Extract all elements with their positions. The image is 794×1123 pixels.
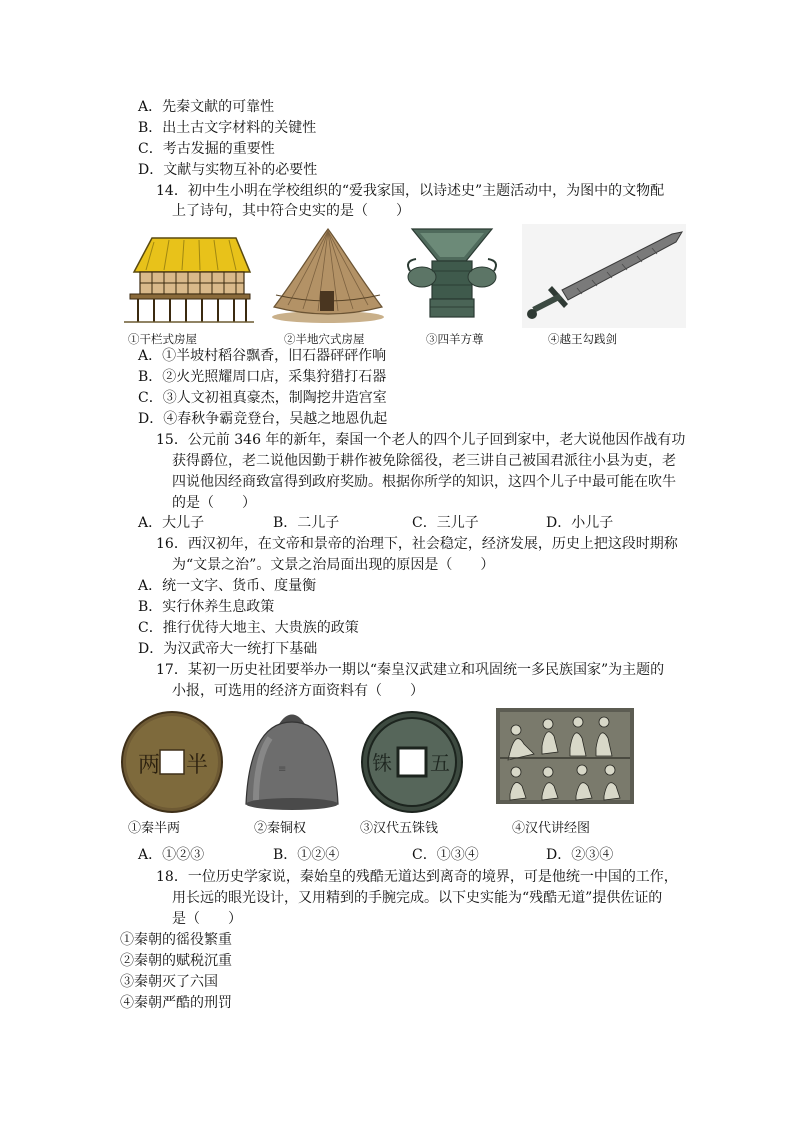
q14-stem-line1: 14．初中生小明在学校组织的“爱我家国，以诗述史”主题活动中，为图中的文物配 [156, 183, 665, 199]
q16-option-c: C．推行优待大地主、大贵族的政策 [138, 620, 359, 636]
pit-house-image [268, 225, 388, 325]
q17-stem-line1: 17．某初一历史社团要举办一期以“秦皇汉武建立和巩固统一多民族国家”为主题的 [156, 662, 665, 678]
q17-option-c: C．①③④ [412, 847, 479, 863]
goujian-sword-image [522, 224, 686, 328]
coin3-char-right: 五 [430, 751, 450, 775]
qin-bronze-weight-image [240, 708, 344, 814]
q16-stem-line1: 16．西汉初年，在文帝和景帝的治理下，社会稳定，经济发展，历史上把这段时期称 [156, 536, 678, 552]
stilt-house-image [124, 230, 254, 326]
q13-option-b: B．出土古文字材料的关键性 [138, 120, 317, 136]
q15-option-b: B．二儿子 [273, 515, 340, 531]
q17-option-a: A．①②③ [138, 847, 205, 863]
q16-stem-line2: 为“文景之治”。文景之治局面出现的原因是（ ） [172, 557, 495, 573]
q18-item-2: ②秦朝的赋税沉重 [120, 953, 232, 969]
han-lecture-rubbing-image [496, 708, 634, 804]
q17-option-d: D．②③④ [546, 847, 614, 863]
q13-option-d: D．文献与实物互补的必要性 [138, 162, 318, 178]
q18-item-1: ①秦朝的徭役繁重 [120, 932, 232, 948]
q18-stem-line2: 用长远的眼光设计，又用精到的手腕完成。以下史实能为“残酷无道”提供佐证的 [172, 890, 663, 906]
qin-banliang-image [120, 710, 224, 814]
q17-caption-3: ③汉代五铢钱 [360, 821, 439, 836]
q14-stem-line2: 上了诗句，其中符合史实的是（ ） [172, 203, 410, 219]
q15-stem-line2: 获得爵位，老二说他因勤于耕作被免除徭役，老三讲自己被国君派往小县为吏，老 [172, 453, 676, 469]
q15-stem-line3: 四说他因经商致富得到政府奖励。根据你所学的知识，这四个儿子中最可能在吹牛 [172, 474, 676, 490]
svg-text:≡: ≡ [278, 764, 287, 775]
q14-caption-2: ②半地穴式房屋 [284, 332, 365, 346]
q14-caption-1: ①干栏式房屋 [128, 332, 197, 346]
q18-item-3: ③秦朝灭了六国 [120, 974, 218, 990]
q15-stem-line1: 15．公元前 346 年的新年，秦国一个老人的四个儿子回到家中，老大说他因作战有功 [156, 432, 686, 448]
four-goat-zun-image [402, 225, 502, 325]
q14-caption-3: ③四羊方尊 [426, 332, 484, 346]
q13-option-a: A．先秦文献的可靠性 [138, 99, 275, 115]
coin1-char-right: 半 [186, 753, 209, 778]
q18-stem-line3: 是（ ） [172, 911, 242, 927]
q18-stem-line1: 18．一位历史学家说，秦始皇的残酷无道达到离奇的境界，可是他统一中国的工作， [156, 869, 678, 885]
q15-option-d: D．小儿子 [546, 515, 614, 531]
q15-option-c: C．三儿子 [412, 515, 479, 531]
q13-option-c: C．考古发掘的重要性 [138, 141, 275, 157]
q14-caption-4: ④越王勾践剑 [548, 332, 617, 346]
q17-caption-2: ②秦铜权 [254, 821, 307, 836]
q17-stem-line2: 小报，可选用的经济方面资料有（ ） [172, 683, 424, 699]
q17-caption-1: ①秦半两 [128, 821, 181, 836]
q14-option-c: C．③人文初祖真豪杰，制陶挖井造宫室 [138, 390, 387, 406]
q17-caption-4: ④汉代讲经图 [512, 821, 591, 836]
q14-option-d: D．④春秋争霸竞登台，吴越之地恩仇起 [138, 411, 388, 427]
q16-option-a: A．统一文字、货币、度量衡 [138, 578, 317, 594]
q14-option-b: B．②火光照耀周口店，采集狩猎打石器 [138, 369, 387, 385]
q18-item-4: ④秦朝严酷的刑罚 [120, 995, 232, 1011]
han-wuzhu-image [360, 710, 464, 814]
q16-option-b: B．实行休养生息政策 [138, 599, 275, 615]
coin3-char-left: 铢 [372, 751, 392, 775]
q15-stem-line4: 的是（ ） [172, 495, 256, 511]
coin1-char-left: 两 [138, 753, 161, 778]
q17-option-b: B．①②④ [273, 847, 340, 863]
q15-option-a: A．大儿子 [138, 515, 205, 531]
q16-option-d: D．为汉武帝大一统打下基础 [138, 641, 318, 657]
q14-option-a: A．①半坡村稻谷飘香，旧石器砰砰作响 [138, 348, 387, 364]
